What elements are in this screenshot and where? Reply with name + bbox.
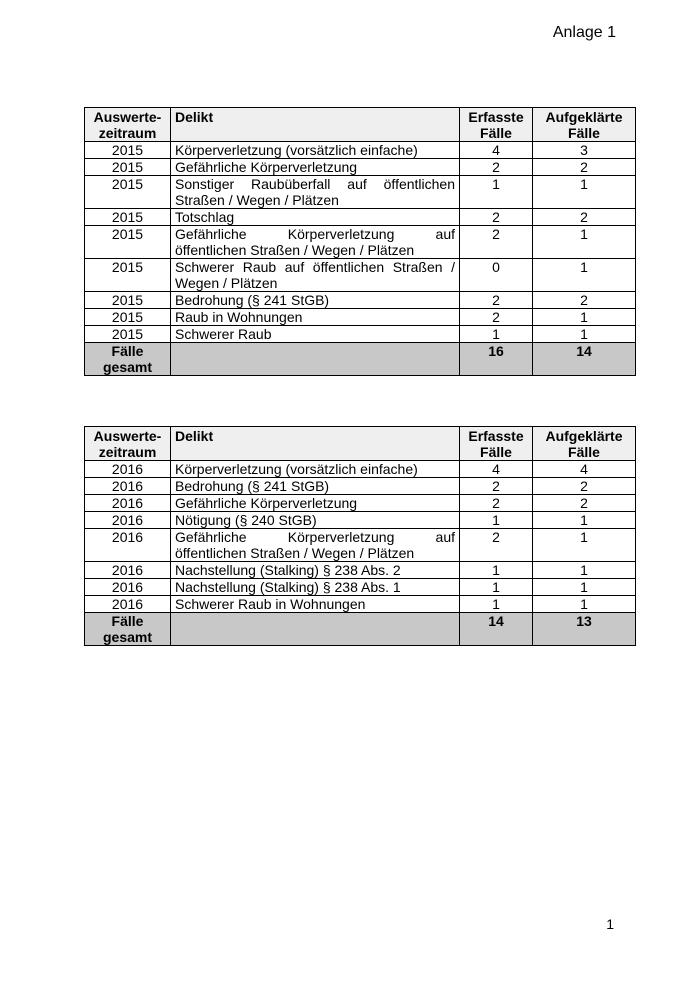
cell-recorded: 4 — [460, 461, 533, 478]
total-solved: 14 — [533, 343, 636, 376]
cell-solved: 3 — [533, 142, 636, 159]
cell-offense: Körperverletzung (vorsätzlich einfache) — [171, 461, 460, 478]
cell-year: 2015 — [85, 209, 171, 226]
cases-table-2016 — [84, 426, 636, 646]
cell-solved: 2 — [533, 209, 636, 226]
cell-offense: Nötigung (§ 240 StGB) — [171, 512, 460, 529]
cell-offense: Körperverletzung (vorsätzlich einfache) — [171, 142, 460, 159]
cell-recorded: 1 — [460, 579, 533, 596]
table-row — [85, 579, 636, 596]
cell-year: 2015 — [85, 142, 171, 159]
cell-solved: 1 — [533, 326, 636, 343]
cell-recorded: 2 — [460, 529, 533, 562]
table-row — [85, 596, 636, 613]
cell-solved: 1 — [533, 529, 636, 562]
cell-recorded: 2 — [460, 209, 533, 226]
cell-offense: Totschlag — [171, 209, 460, 226]
cell-year: 2016 — [85, 562, 171, 579]
cell-offense: Nachstellung (Stalking) § 238 Abs. 1 — [171, 579, 460, 596]
total-row — [85, 613, 636, 646]
cell-solved: 4 — [533, 461, 636, 478]
cell-recorded: 1 — [460, 596, 533, 613]
cell-offense: Sonstiger Raubüberfall auf öffentlichen Straßen / Wegen / Plätzen — [171, 176, 460, 209]
cell-recorded: 2 — [460, 495, 533, 512]
cell-year: 2016 — [85, 461, 171, 478]
cell-offense: Schwerer Raub in Wohnungen — [171, 596, 460, 613]
table-row — [85, 209, 636, 226]
cell-solved: 1 — [533, 226, 636, 259]
column-header-recorded: Erfasste Fälle — [460, 108, 533, 142]
table-row — [85, 529, 636, 562]
table-row — [85, 326, 636, 343]
total-empty-cell — [171, 343, 460, 376]
cell-solved: 1 — [533, 309, 636, 326]
cell-offense: Nachstellung (Stalking) § 238 Abs. 2 — [171, 562, 460, 579]
table-row — [85, 292, 636, 309]
cell-offense: Raub in Wohnungen — [171, 309, 460, 326]
cell-offense: Gefährliche Körperverletzung auf öffentlichen Straßen / Wegen / Plätzen — [171, 529, 460, 562]
cell-year: 2015 — [85, 226, 171, 259]
cell-solved: 1 — [533, 579, 636, 596]
total-label: Fälle gesamt — [85, 343, 171, 376]
total-solved: 13 — [533, 613, 636, 646]
cell-year: 2016 — [85, 495, 171, 512]
table-row — [85, 259, 636, 292]
column-header-recorded: Erfasste Fälle — [460, 427, 533, 461]
table-row — [85, 142, 636, 159]
cell-solved: 2 — [533, 292, 636, 309]
column-header-period: Auswerte- zeitraum — [85, 108, 171, 142]
cell-offense: Schwerer Raub — [171, 326, 460, 343]
column-header-solved: Aufgeklärte Fälle — [533, 427, 636, 461]
cell-offense: Gefährliche Körperverletzung — [171, 495, 460, 512]
cell-year: 2015 — [85, 159, 171, 176]
table-row — [85, 562, 636, 579]
cell-year: 2016 — [85, 512, 171, 529]
table-row — [85, 478, 636, 495]
cell-offense: Bedrohung (§ 241 StGB) — [171, 292, 460, 309]
table-row — [85, 309, 636, 326]
total-empty-cell — [171, 613, 460, 646]
table-header-row — [85, 108, 636, 142]
cell-year: 2015 — [85, 309, 171, 326]
cell-recorded: 1 — [460, 512, 533, 529]
cell-solved: 2 — [533, 478, 636, 495]
cell-recorded: 2 — [460, 226, 533, 259]
cell-recorded: 2 — [460, 478, 533, 495]
cell-recorded: 2 — [460, 159, 533, 176]
cell-year: 2015 — [85, 176, 171, 209]
cell-solved: 1 — [533, 562, 636, 579]
cell-solved: 1 — [533, 259, 636, 292]
cell-recorded: 1 — [460, 326, 533, 343]
annex-label: Anlage 1 — [552, 24, 616, 41]
table-row — [85, 176, 636, 209]
cell-year: 2016 — [85, 529, 171, 562]
table-header-row — [85, 427, 636, 461]
table-row — [85, 461, 636, 478]
table-row — [85, 495, 636, 512]
column-header-solved: Aufgeklärte Fälle — [533, 108, 636, 142]
cell-year: 2015 — [85, 259, 171, 292]
cell-solved: 1 — [533, 512, 636, 529]
cell-recorded: 2 — [460, 292, 533, 309]
cell-year: 2016 — [85, 579, 171, 596]
cases-table-2015 — [84, 107, 636, 376]
column-header-offense: Delikt — [171, 108, 460, 142]
total-row — [85, 343, 636, 376]
cell-recorded: 0 — [460, 259, 533, 292]
cell-offense: Gefährliche Körperverletzung — [171, 159, 460, 176]
cell-solved: 1 — [533, 596, 636, 613]
cell-year: 2015 — [85, 326, 171, 343]
column-header-offense: Delikt — [171, 427, 460, 461]
cell-solved: 2 — [533, 159, 636, 176]
cell-year: 2016 — [85, 596, 171, 613]
table-row — [85, 226, 636, 259]
cell-year: 2016 — [85, 478, 171, 495]
total-recorded: 16 — [460, 343, 533, 376]
cell-offense: Bedrohung (§ 241 StGB) — [171, 478, 460, 495]
page-number: 1 — [606, 916, 614, 932]
cell-solved: 1 — [533, 176, 636, 209]
cell-recorded: 1 — [460, 562, 533, 579]
table-row — [85, 512, 636, 529]
total-label: Fälle gesamt — [85, 613, 171, 646]
cell-offense: Schwerer Raub auf öffentlichen Straßen / Wegen / Plätzen — [171, 259, 460, 292]
column-header-period: Auswerte- zeitraum — [85, 427, 171, 461]
total-recorded: 14 — [460, 613, 533, 646]
cell-recorded: 1 — [460, 176, 533, 209]
cell-recorded: 2 — [460, 309, 533, 326]
cell-year: 2015 — [85, 292, 171, 309]
cell-solved: 2 — [533, 495, 636, 512]
table-row — [85, 159, 636, 176]
cell-recorded: 4 — [460, 142, 533, 159]
cell-offense: Gefährliche Körperverletzung auf öffentlichen Straßen / Wegen / Plätzen — [171, 226, 460, 259]
